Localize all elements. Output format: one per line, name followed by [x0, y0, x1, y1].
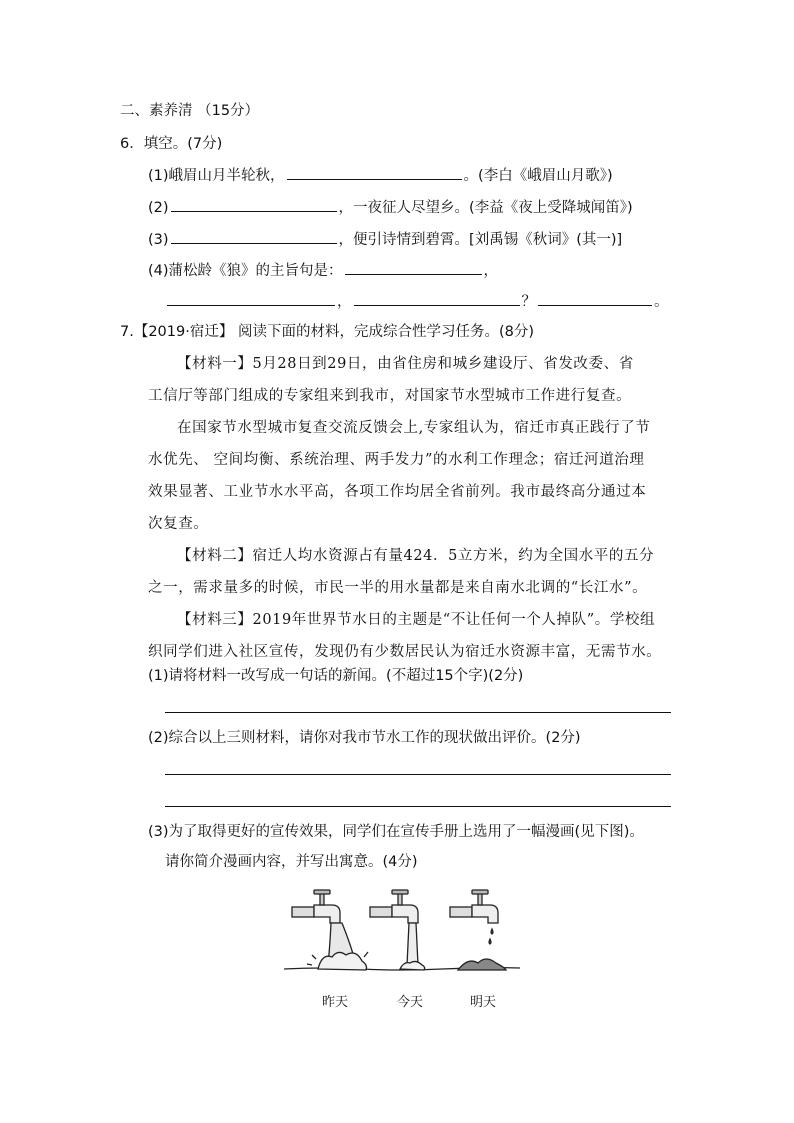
q6-item-1 [148, 165, 613, 186]
water-tap-cartoon [282, 883, 522, 983]
q6-blank-4a[interactable] [345, 260, 482, 275]
q6-item-4 [148, 260, 498, 281]
material-1-line-3: 在国家节水型城市复查交流反馈会上,专家组认为，宿迁市真正践行了节 [177, 420, 651, 436]
q6-item-4-prefix: (4)蒲松龄《狼》的主旨句是： [148, 263, 343, 279]
q6-item-4b-question: ？ [521, 294, 536, 310]
q7-sub-3-line-2: 请你简介漫画内容，并写出寓意。(4分) [165, 854, 418, 870]
q6-item-3-suffix: ，便引诗情到碧霄。[刘禹锡《秋词》(其一)] [338, 232, 623, 248]
q6-blank-2[interactable] [171, 197, 337, 212]
splash-yesterday [318, 952, 367, 970]
dry-mound [458, 959, 506, 970]
q6-item-1-prefix: (1)峨眉山月半轮秋， [148, 168, 285, 184]
q6-item-3 [148, 229, 622, 250]
q7-stem: 7.【2019·宿迁】 阅读下面的材料，完成综合性学习任务。(8分) [120, 324, 534, 340]
q6-blank-4c[interactable] [354, 291, 520, 306]
q6-blank-4d[interactable] [538, 291, 652, 306]
q6-item-2-prefix: (2) [148, 200, 169, 216]
tap-yesterday-icon [292, 890, 340, 923]
q6-item-4b-comma: ， [337, 294, 352, 310]
water-drop-2 [489, 939, 491, 944]
q7-sub-3-line-1: (3)为了取得更好的宣传效果，同学们在宣传手册上选用了一幅漫画(见下图)。 [148, 824, 644, 840]
material-1-line-5: 效果显著、工业节水水平高，各项工作均居全省前列。我市最终高分通过本 [148, 484, 647, 500]
material-1-line-2: 工信厅等部门组成的专家组来到我市，对国家节水型城市工作进行复查。 [148, 388, 632, 404]
q6-item-4b-end: 。 [654, 294, 669, 310]
q6-item-2 [148, 197, 633, 218]
q6-blank-4b[interactable] [167, 291, 335, 306]
caption-tomorrow: 明天 [470, 995, 497, 1010]
caption-today: 今天 [397, 995, 424, 1010]
splash-today [400, 961, 425, 970]
material-1-line-4: 水优先、 空间均衡、系统治理、两手发力”的水利工作理念；宿迁河道治理 [148, 452, 645, 468]
q6-stem: 6．填空。(7分) [120, 136, 223, 152]
q6-item-3-prefix: (3) [148, 232, 169, 248]
q6-item-1-suffix: 。(李白《峨眉山月歌》) [463, 168, 613, 184]
q6-blank-1[interactable] [287, 165, 462, 180]
q6-blank-3[interactable] [171, 229, 337, 244]
answer-line-2[interactable] [165, 774, 671, 775]
tap-today-icon [370, 890, 418, 923]
section-title: 二、素养清 （15分） [120, 103, 260, 119]
thin-water-stream [407, 923, 418, 965]
material-2-line-1: 【材料二】宿迁人均水资源占有量424．5立方米，约为全国水平的五分 [177, 548, 655, 564]
q6-item-4-comma: ， [483, 263, 499, 279]
material-3-line-2: 织同学们进入社区宣传，发现仍有少数居民认为宿迁水资源丰富，无需节水。 [148, 644, 662, 660]
material-1-line-1: 【材料一】5月28日到29日，由省住房和城乡建设厅、省发改委、省 [177, 356, 634, 372]
tap-tomorrow-icon [450, 890, 498, 923]
q6-item-4-continued [165, 291, 669, 312]
answer-line-3[interactable] [165, 806, 671, 807]
material-2-line-2: 之一，需求量多的时候，市民一半的用水量都是来自南水北调的“长江水”。 [148, 580, 648, 596]
answer-line-1[interactable] [165, 712, 671, 713]
material-3-line-1: 【材料三】2019年世界节水日的主题是“不让任何一个人掉队”。学校组 [177, 612, 656, 628]
caption-yesterday: 昨天 [322, 995, 349, 1010]
material-1-line-6: 次复查。 [148, 516, 209, 532]
q6-item-2-suffix: ，一夜征人尽望乡。(李益《夜上受降城闻笛》) [338, 200, 633, 216]
water-drop-1 [491, 929, 493, 934]
q7-sub-1: (1)请将材料一改写成一句话的新闻。(不超过15个字)(2分) [148, 668, 524, 684]
q7-sub-2: (2)综合以上三则材料，请你对我市节水工作的现状做出评价。(2分) [148, 730, 581, 746]
